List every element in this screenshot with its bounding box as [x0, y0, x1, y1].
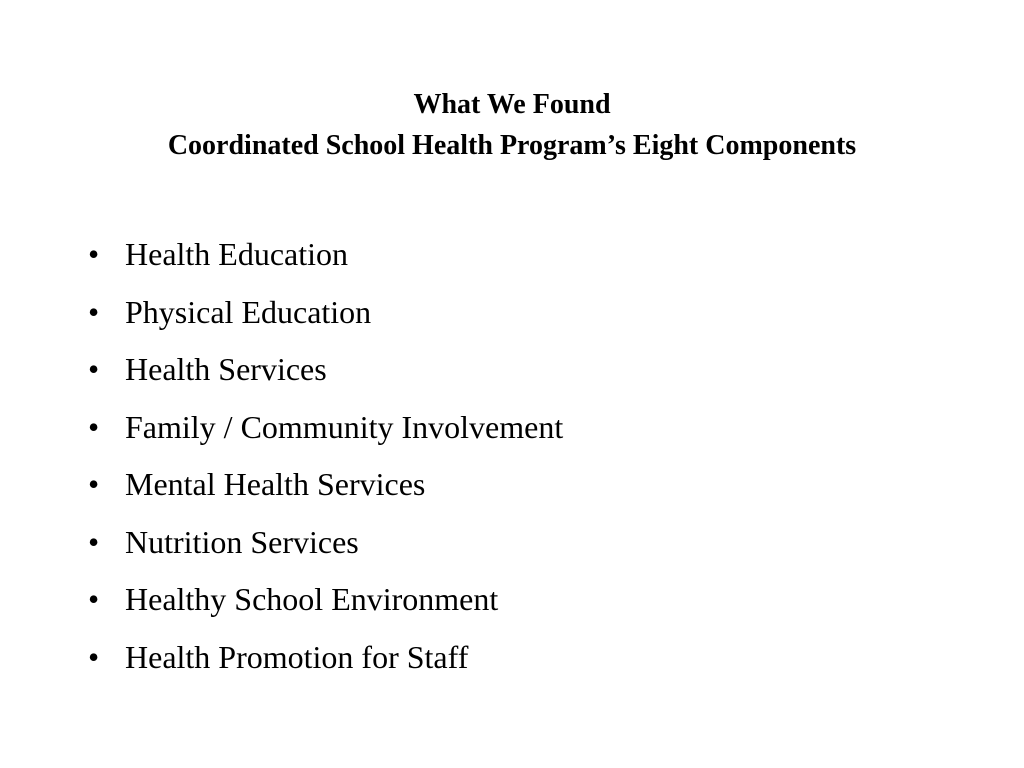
list-item — [88, 571, 563, 629]
bullet-icon: • — [88, 351, 100, 387]
list-item-label: Nutrition Services — [125, 523, 359, 560]
list-item-label: Physical Education — [125, 293, 372, 330]
list-item-label: Health Promotion for Staff — [125, 638, 469, 675]
slide-title — [0, 84, 1024, 166]
bullet-icon: • — [88, 466, 100, 502]
bullet-icon: • — [88, 236, 100, 272]
bullet-icon: • — [88, 638, 100, 675]
list-item-label: Mental Health Services — [125, 466, 426, 502]
list-item — [88, 456, 563, 514]
bullet-icon: • — [88, 523, 100, 560]
list-item — [88, 514, 563, 572]
list-item — [88, 629, 563, 687]
bullet-icon: • — [88, 408, 100, 445]
title-line-1: What We Found — [413, 89, 611, 120]
list-item-label: Health Services — [125, 351, 327, 387]
components-list — [88, 226, 563, 686]
list-item — [88, 399, 563, 457]
list-item-label: Healthy School Environment — [125, 581, 499, 617]
list-item — [88, 226, 563, 284]
list-item-label: Family / Community Involvement — [125, 408, 564, 445]
bullet-icon: • — [88, 581, 100, 617]
list-item — [88, 284, 563, 342]
title-line-2: Coordinated School Health Program’s Eight Components — [167, 130, 857, 161]
list-item — [88, 341, 563, 399]
list-item-label: Health Education — [125, 236, 349, 272]
bullet-icon: • — [88, 293, 100, 330]
